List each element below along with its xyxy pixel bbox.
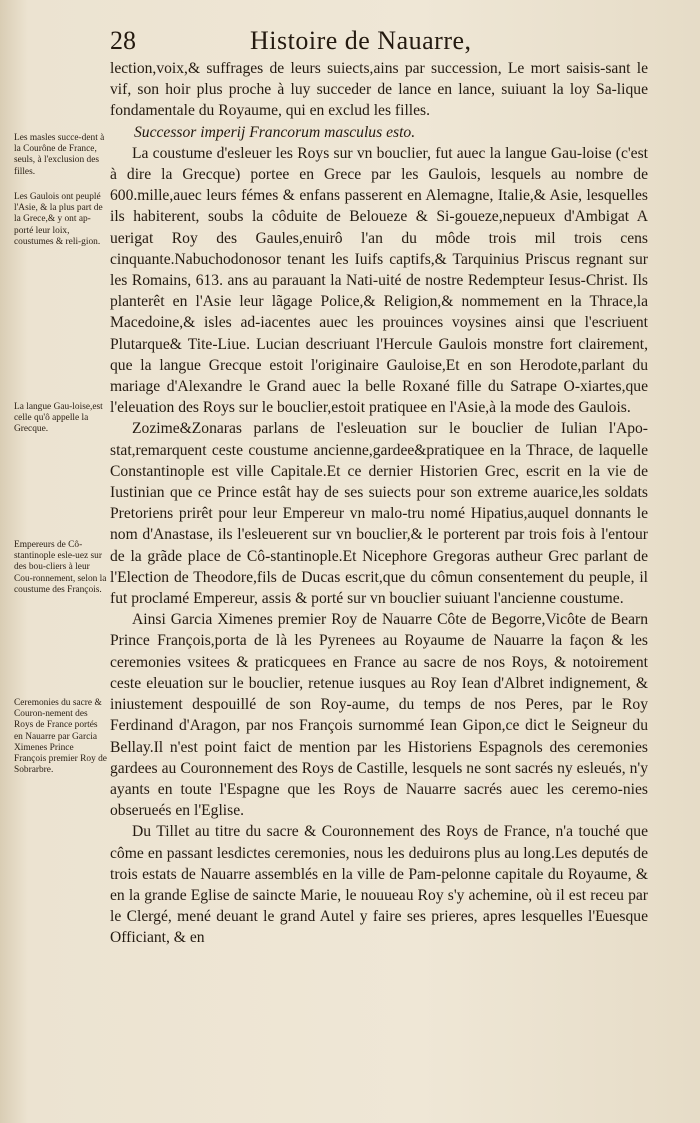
main-text-column: [110, 58, 648, 949]
paragraph-byzantine-emperors: Zozime&Zonaras parlans de l'esleuation sur le bouclier de Iulian l'Apo-stat,remarquent ceste coustume ancienne,gardee&pratiquee en la Thrace, de laquelle Constantinople est ville Capitale.Et ce dernier Historien Grec, escrit en la vie de Iustinian que ce Prince estât hay de ses suiects pour son extreme auarice,les soldats Pretoriens prirêt pour leur Empereur vn malo-tru nomé Hipatius,auquel donnants le nom d'Anastase, ils l'esleuerent sur vn bouclier,& le porterent par trois fois à l'entour de la grãde place de Cô-stantinople.Et Nicephore Gregoras autheur Grec parlant de l'Election de Theodore,fils de Ducas escrit,que du cômun consentement du peuple, il fut proclamé Empereur, assis & porté sur vn bouclier suiuant l'ancienne coustume.: [110, 420, 648, 608]
margin-note-byzantine-shields: [14, 540, 108, 596]
margin-note-text: Empereurs de Cô-stantinople esle-uez sur des bou-cliers à leur Cou-ronnement, selon la coustume des François.: [14, 540, 107, 595]
paragraph-du-tillet: Du Tillet au titre du sacre & Couronnement des Roys de France, n'a touché que côme en passant lesdictes ceremonies, nous les deduirons plus au long.Les deputés de trois estats de Nauarre assemblés en la ville de Pam-pelonne capitale du Royaume, & en la grande Eglise de saincte Marie, le nouueau Roy s'y achemine, où il est receu par le Clergé, mené deuant le grand Autel y faire ses prieres, apres lesquelles l'Euesque Officiant, & en: [110, 823, 648, 947]
paragraph-shield-custom: La coustume d'esleuer les Roys sur vn bouclier, fut auec la langue Gau-loise (c'est à dire la Grecque) portee en Grece par les Gaulois, lesquels au nombre de 600.mille,auec leurs fémes & enfans passerent en Alemagne, Italie,& Asie, lesquelles ils habiterent, soubs la côduite de Beloueze & Si-goueze,nepueux d'Ambigat A uerigat Roy des Gaules,enuirô l'an du môde trois mil trois cens cinquante.Nabuchodonosor tenant les Iuifs captifs,& Tarquinius Priscus regnant sur les Romains, 613. ans au parauant la Nati-uité de nostre Redempteur Iesus-Christ. Ils planterêt en l'Asie leur lãgage Police,& Religion,& nommement en la Thrace,la Macedoine,& isles ad-iacentes auec les prouinces voysines ainsi que l'escriuent Plutarque& Tite-Liue. Lucian descriuant l'Hercule Gaulois monstre fort clairement, que la langue Grecque estoit l'originaire Gauloise,Et en son Herodote,parlant du mariage d'Alexandre le Grand auec la belle Roxané fille du Satrape O-xiartes,que l'eleuation des Roys sur le bouclier,estoit pratiquee en l'Asie,à la mode des Gaulois.: [110, 144, 648, 417]
margin-note-gaulish-greek: [14, 402, 108, 436]
latin-maxim: Successor imperij Francorum masculus esto.: [134, 123, 416, 141]
margin-note-gauls-asia: [14, 192, 108, 248]
page-number: 28: [110, 26, 136, 55]
paragraph-continued: lection,voix,& suffrages de leurs suiects,ains par succession, Le mort saisis-sant le vif, son hoir plus proche à luy succeder de lance en lance, suiuant la loy Sa-lique fondamentale du Royaume, qui en exclud les filles.: [110, 60, 648, 120]
margin-note-text: Ceremonies du sacre & Couron-nement des Roys de France portés en Nauarre par Garcia Ximenes Prince François premier Roy de Sobrarbre.: [14, 698, 107, 776]
running-title: Histoire de Nauarre,: [250, 26, 472, 55]
margin-note-text: La langue Gau-loise,est celle qu'ô appelle la Grecque.: [14, 402, 103, 435]
margin-note-salic-law: [14, 133, 108, 178]
paragraph-garcia-ximenes: Ainsi Garcia Ximenes premier Roy de Nauarre Côte de Begorre,Vicôte de Bearn Prince François,porta de là les Pyrenees au Royaume de Nauarre la façon & les ceremonies vsitees & praticquees en France au sacre de nos Roys, & notoirement ceste eleuation sur le bouclier, retenue iusques au Roy Iean d'Albret indignement, & iniustement despouillé de son Roy-aume, du temps de nos Peres, par le Roy Ferdinand d'Aragon, par nos François surnommé Iean Gipon,ce dict le Seigneur du Bellay.Il n'est point faict de mention par les Historiens Espagnols des ceremonies gardees au Couronnement des Roys de Castille, lesquels ne sont sacrés ny esleués, n'y ayants en toute l'Espagne que les Roys de Nauarre sacrés auec les ceremo-nies obserueés en l'Eglise.: [110, 611, 648, 820]
margin-note-navarre-ceremonies: [14, 698, 108, 776]
margin-note-text: Les masles succe-dent à la Courône de France, seuls, à l'exclusion des filles.: [14, 133, 105, 177]
margin-note-text: Les Gaulois ont peuplé l'Asie, & la plus part de la Grece,& y ont ap-porté leur loix, coustumes & reli-gion.: [14, 192, 103, 247]
